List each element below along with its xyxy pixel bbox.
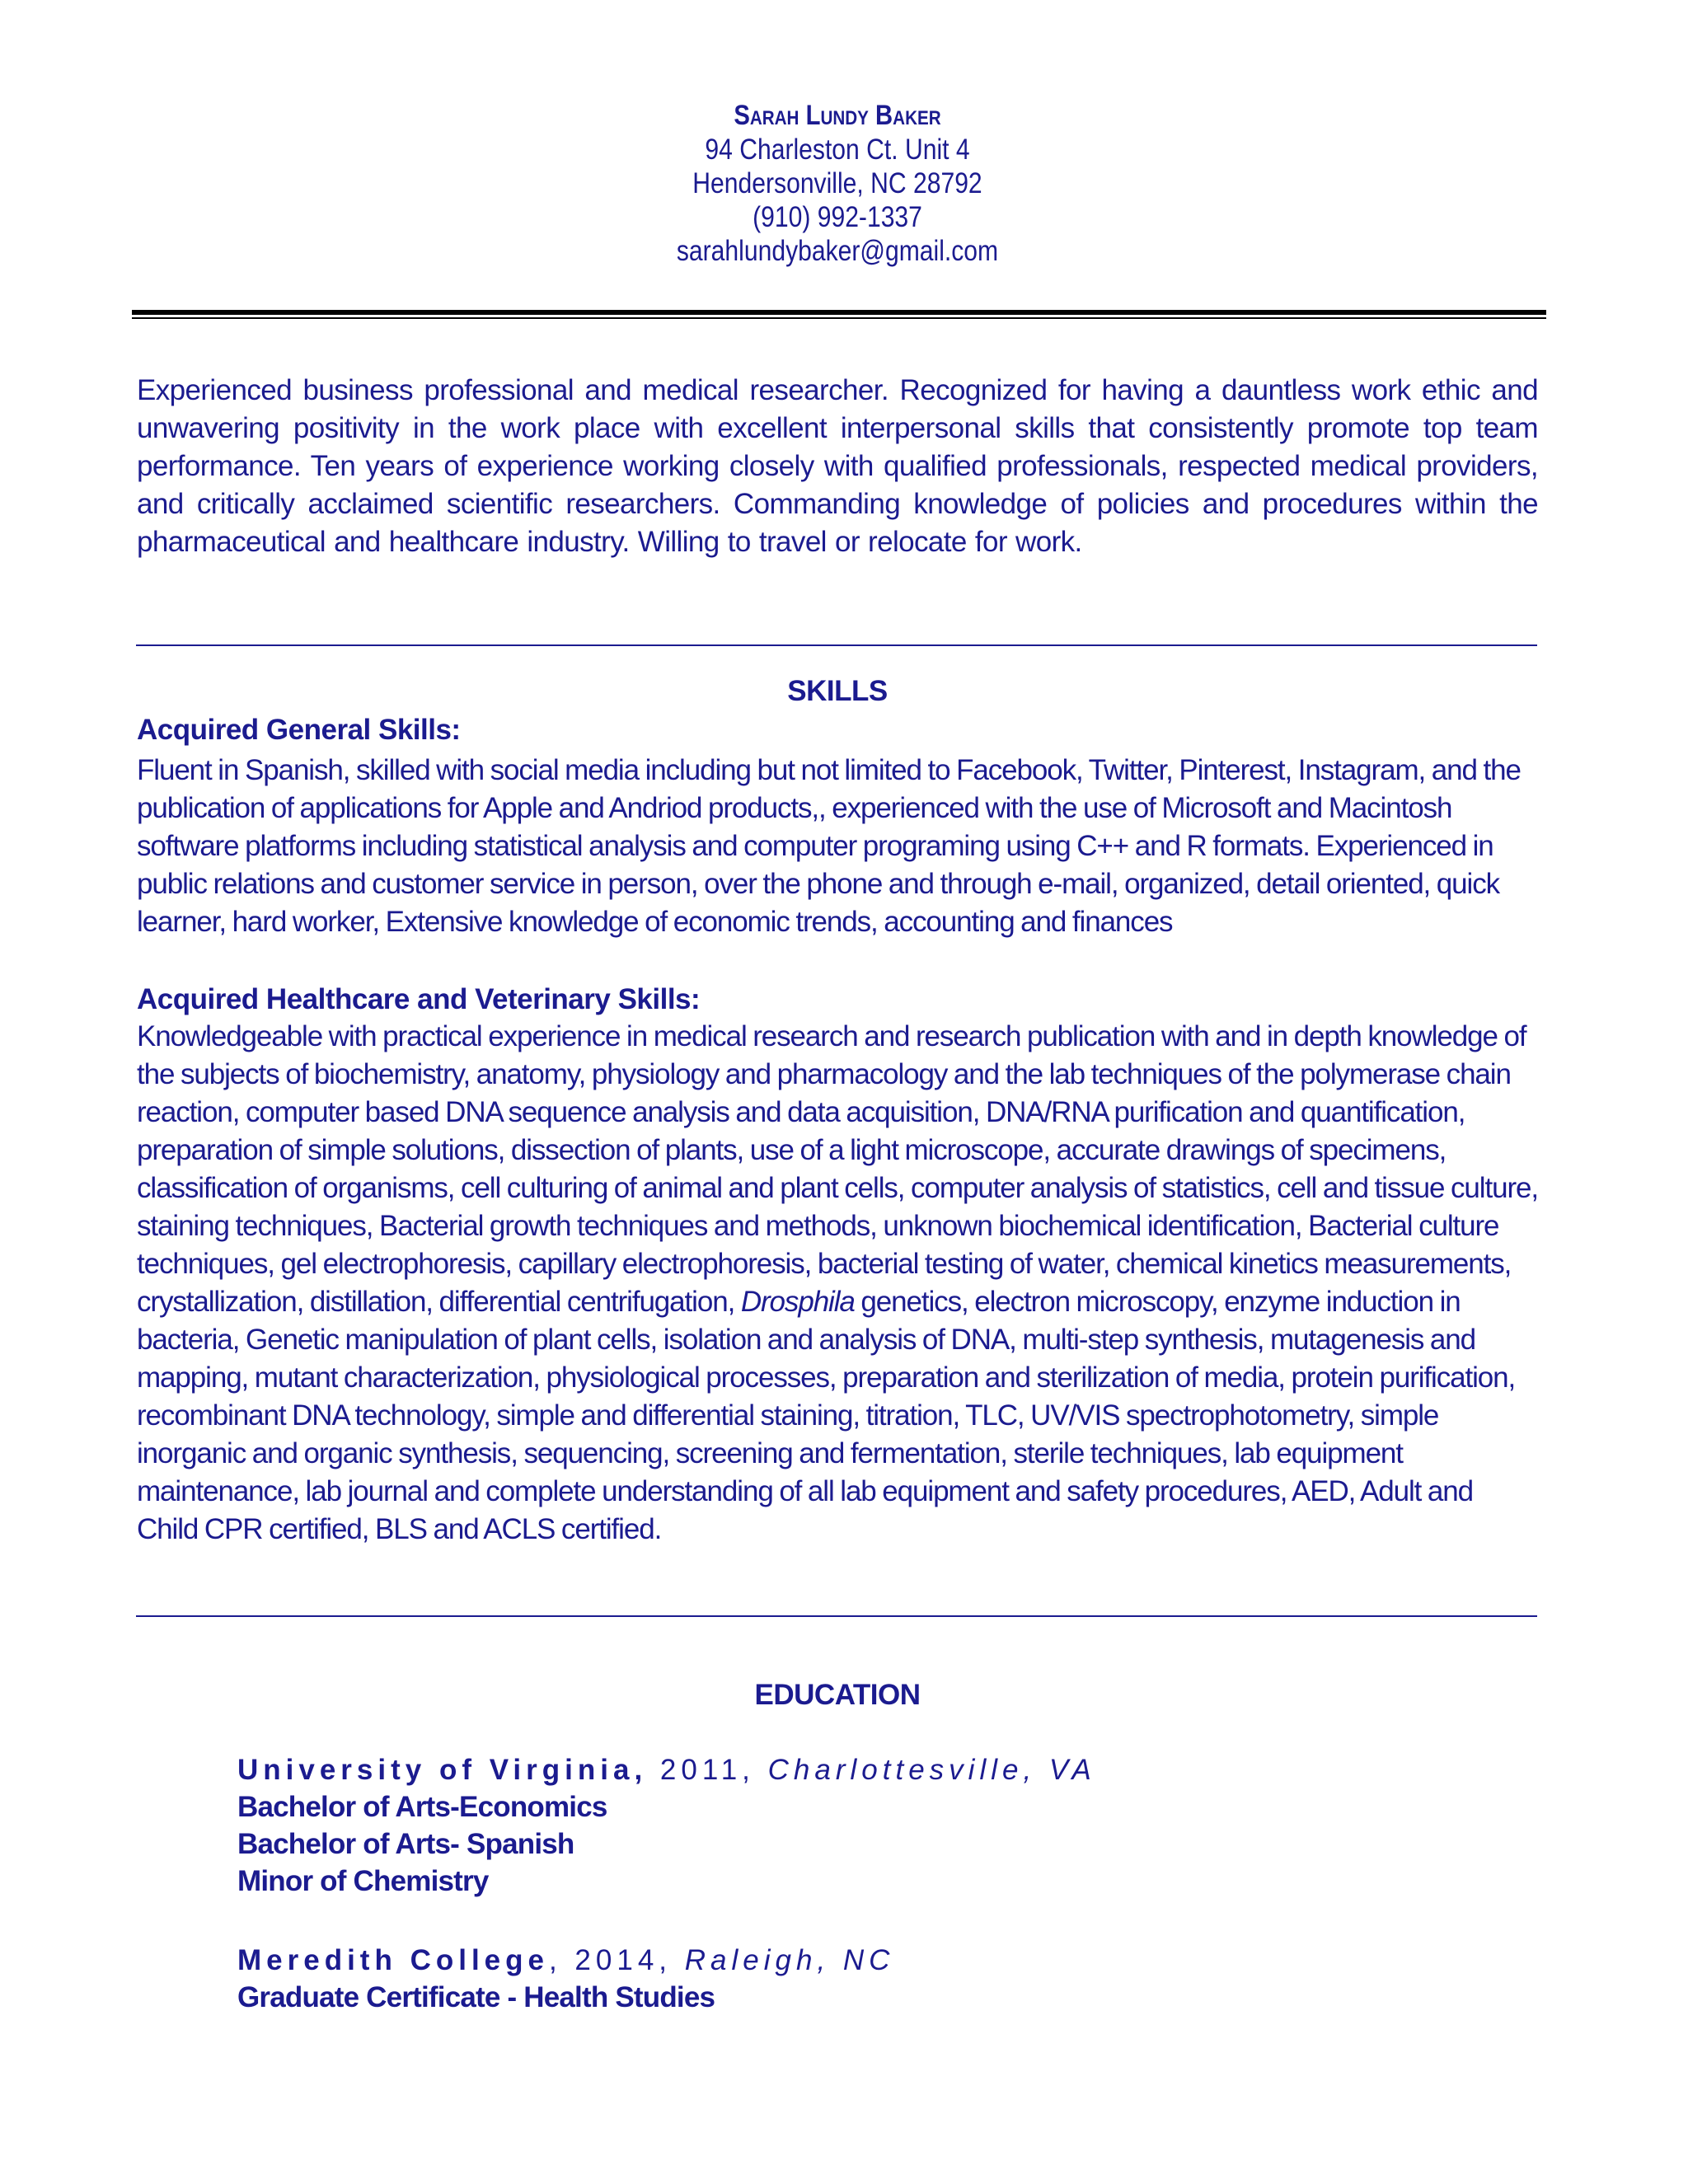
phone-number: (910) 992-1337: [753, 201, 922, 233]
degree-item: Minor of Chemistry: [237, 1865, 489, 1897]
contact-header: [117, 99, 1558, 268]
education-entry-uva: [237, 1752, 1391, 1900]
school-location: Charlottesville, VA: [767, 1754, 1096, 1786]
healthcare-skills: [137, 982, 1538, 1549]
degree-item: Bachelor of Arts-Economics: [237, 1791, 607, 1823]
school-line: [237, 1752, 1391, 1788]
header-divider-thick: [132, 310, 1546, 315]
candidate-name: Sarah Lundy Baker: [734, 100, 941, 131]
skills-section-title: SKILLS: [787, 675, 888, 707]
general-skills-heading: Acquired General Skills:: [137, 714, 461, 746]
section-divider-2: [136, 1615, 1537, 1617]
header-divider-thin: [132, 317, 1546, 319]
school-year: , 2014,: [548, 1944, 673, 1976]
professional-summary: Experienced business professional and medical researcher. Recognized for having a dauntless work ethic and unwavering positivity in the work place with excellent interpersonal skills that consistently promote top team performance. Ten years of experience working closely with qualified professionals, respected medical providers, and critically acclaimed scientific researchers. Commanding knowledge of policies and procedures within the pharmaceutical and healthcare industry. Willing to travel or relocate for work.: [137, 374, 1538, 558]
address-line-2: Hendersonville, NC 28792: [692, 167, 982, 199]
school-name: Meredith College: [237, 1944, 549, 1976]
school-name: University of Virginia,: [237, 1754, 648, 1786]
drosophila-italic-word: Drosphila: [740, 1286, 855, 1318]
school-year: 2011,: [659, 1754, 755, 1786]
healthcare-skills-text: [137, 1018, 1538, 1549]
degree-item: Graduate Certificate - Health Studies: [237, 1981, 715, 2013]
general-skills: [137, 712, 1538, 941]
school-line: [237, 1943, 1391, 1979]
degree-item: Bachelor of Arts- Spanish: [237, 1828, 574, 1860]
address-line-1: 94 Charleston Ct. Unit 4: [705, 134, 970, 166]
school-location: Raleigh, NC: [684, 1944, 895, 1976]
education-section-title: EDUCATION: [754, 1679, 921, 1711]
healthcare-skills-text-part-1: Knowledgeable with practical experience in medical research and research publication with and in depth knowledge of the subjects of biochemistry, anatomy, physiology and pharmacology and the lab techniques of the polymerase chain reaction, computer based DNA sequence analysis and data acquisition, DNA/RNA purification and quantification, preparation of simple solutions, dissection of plants, use of a light microscope, accurate drawings of specimens, classification of organisms, cell culturing of animal and plant cells, computer analysis of statistics, cell and tissue culture, staining techniques, Bacterial growth techniques and methods, unknown biochemical identification, Bacterial culture techniques, gel electrophoresis, capillary electrophoresis, bacterial testing of water, chemical kinetics measurements, crystallization, distillation, differential centrifugation,: [137, 1020, 1538, 1318]
education-entry-meredith: [237, 1943, 1391, 2016]
email-address: sarahlundybaker@gmail.com: [676, 235, 999, 267]
section-divider-1: [136, 644, 1537, 646]
healthcare-skills-heading: Acquired Healthcare and Veterinary Skills:: [137, 983, 701, 1015]
healthcare-skills-text-part-2: genetics, electron microscopy, enzyme induction in bacteria, Genetic manipulation of plant cells, isolation and analysis of DNA, multi-step synthesis, mutagenesis and mapping, mutant characterization, physiological processes, preparation and sterilization of media, protein purification, recombinant DNA technology, simple and differential staining, titration, TLC, UV/VIS spectrophotometry, simple inorganic and organic synthesis, sequencing, screening and fermentation, sterile techniques, lab equipment maintenance, lab journal and complete understanding of all lab equipment and safety procedures, AED, Adult and Child CPR certified, BLS and ACLS certified.: [137, 1286, 1516, 1545]
general-skills-text: Fluent in Spanish, skilled with social media including but not limited to Facebook, Twitter, Pinterest, Instagram, and the publication of applications for Apple and Andriod products,, experienced with the use of Microsoft and Macintosh software platforms including statistical analysis and computer programing using C++ and R formats. Experienced in public relations and customer service in person, over the phone and through e-mail, organized, detail oriented, quick learner, hard worker, Extensive knowledge of economic trends, accounting and finances: [137, 754, 1521, 938]
